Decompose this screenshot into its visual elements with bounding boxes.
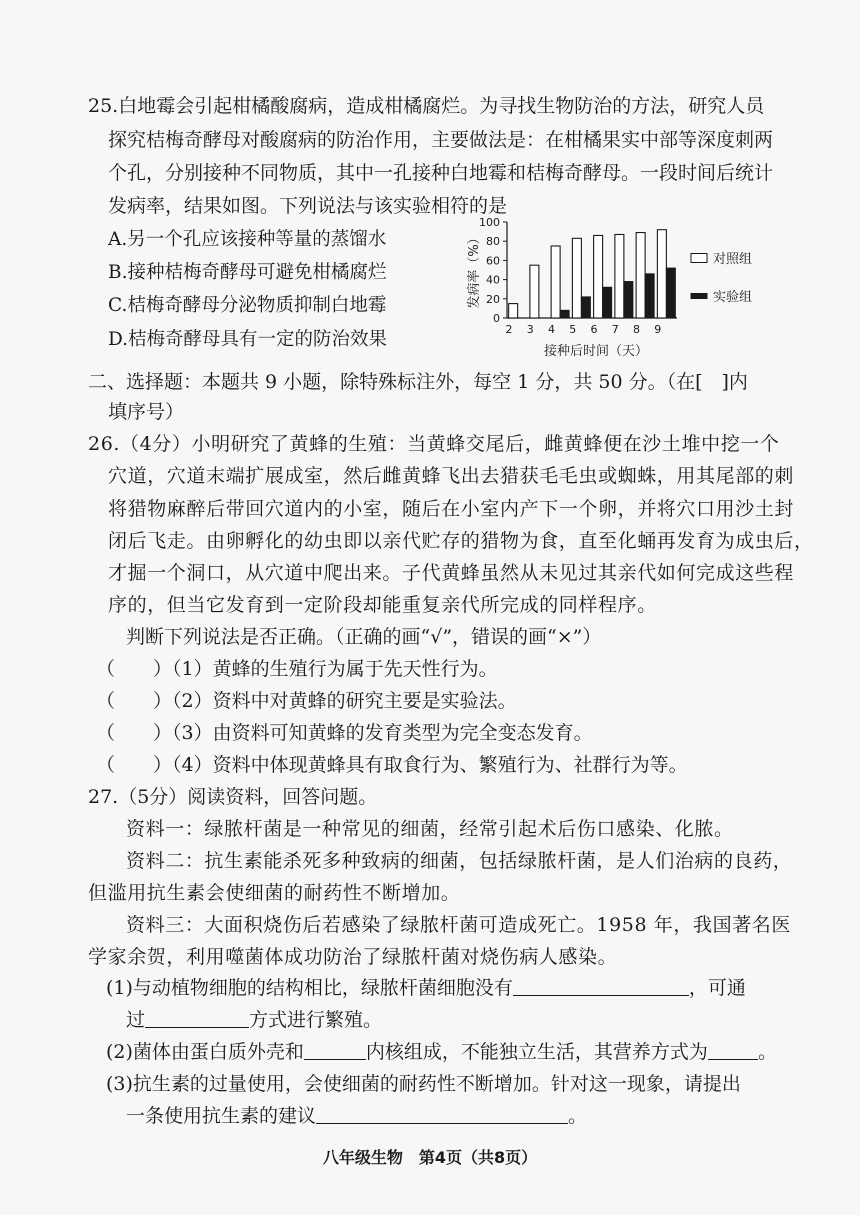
- bar-control-day-3: [530, 265, 539, 318]
- answer-blank-5[interactable]: [316, 1122, 568, 1124]
- q27-material-3-cont: 学家余贺，利用噬菌体成功防治了绿脓杆菌对烧伤病人感染。: [88, 946, 618, 968]
- answer-blank-1[interactable]: [513, 994, 689, 996]
- q25-option-c: C.桔梅奇酵母分泌物质抑制白地霉: [108, 295, 387, 316]
- q25-option-b: B.接种桔梅奇酵母可避免柑橘腐烂: [108, 262, 387, 283]
- bar-experiment-day-6: [603, 287, 612, 318]
- y-tick-label: 80: [486, 235, 500, 249]
- bar-control-day-2: [509, 304, 518, 318]
- q27-subq-2-text-c: 。: [757, 1041, 777, 1063]
- chart-bars: [509, 230, 676, 318]
- bar-experiment-day-8: [645, 274, 654, 318]
- legend-swatch-control: [691, 254, 707, 263]
- y-tick-label: 20: [486, 292, 500, 306]
- q26-line-3: 将猎物麻醉后带回穴道内的小室，随后在小室内产下一个卵，并将穴口用沙土封: [108, 498, 795, 520]
- q27-subq-2-text-a: (2)菌体由蛋白质外壳和: [106, 1041, 304, 1063]
- chart-x-axis-label: 接种后时间（天）: [543, 344, 649, 359]
- q25-line-2: 探究桔梅奇酵母对酸腐病的防治作用，主要做法是：在柑橘果实中部等深度刺两: [108, 129, 774, 151]
- q27-material-3: 资料三：大面积烧伤后若感染了绿脓杆菌可造成死亡。1958 年，我国著名医: [126, 914, 791, 936]
- q27-subq-1-text-b: ，可通: [688, 977, 746, 999]
- x-tick-label: 5: [569, 323, 577, 336]
- q27-subq-1: [106, 979, 746, 998]
- q26-instruction: 判断下列说法是否正确。（正确的画“√”，错误的画“×”）: [126, 626, 602, 648]
- q27-material-2: 资料二：抗生素能杀死多种致病的细菌，包括绿脓杆菌，是人们治病的良药，: [126, 850, 793, 872]
- q25-option-d: D.桔梅奇酵母具有一定的防治效果: [108, 329, 388, 350]
- q27-subq-3-text-a: 一条使用抗生素的建议: [126, 1105, 317, 1127]
- section-2-heading-cont: 填序号）: [108, 401, 185, 423]
- q27-subq-2: [106, 1043, 777, 1062]
- legend-swatch-experiment: [691, 294, 707, 299]
- incidence-bar-chart: [445, 212, 775, 372]
- q26-item-4: （ ）（4）资料中体现黄蜂具有取食行为、繁殖行为、社群行为等。: [96, 754, 688, 776]
- bar-control-day-7: [615, 234, 624, 318]
- page-footer: 八年级生物 第4页（共8页）: [322, 1148, 538, 1167]
- q26-item-3: （ ）（3）由资料可知黄蜂的发育类型为完全变态发育。: [96, 722, 593, 744]
- q27-subq-3: (3)抗生素的过量使用，会使细菌的耐药性不断增加。针对这一现象，请提出: [106, 1073, 741, 1095]
- q26-line-6: 序的，但当它发育到一定阶段却能重复亲代所完成的同样程序。: [108, 594, 657, 616]
- bar-control-day-8: [636, 233, 645, 318]
- q25-line-3: 个孔，分别接种不同物质，其中一孔接种白地霉和桔梅奇酵母。一段时间后统计: [108, 162, 774, 184]
- q27-subq-3-cont: [126, 1107, 587, 1126]
- answer-blank-4[interactable]: [708, 1058, 758, 1060]
- answer-blank-2[interactable]: [145, 1026, 249, 1028]
- y-tick-label: 60: [486, 254, 500, 268]
- answer-blank-3[interactable]: [304, 1058, 366, 1060]
- x-tick-label: 4: [548, 323, 555, 336]
- q26-line-1: 26.（4分）小明研究了黄蜂的生殖：当黄蜂交尾后，雌黄蜂便在沙土堆中挖一个: [88, 433, 780, 455]
- q27-subq-3-text-b: 。: [568, 1105, 588, 1127]
- q27-subq-1-text-a: (1)与动植物细胞的结构相比，绿脓杆菌细胞没有: [106, 977, 513, 999]
- x-tick-label: 7: [611, 323, 619, 336]
- q26-item-1: （ ）（1）黄蜂的生殖行为属于先天性行为。: [96, 658, 498, 680]
- legend-label-experiment: 实验组: [713, 290, 753, 305]
- bar-experiment-day-7: [624, 282, 633, 318]
- x-tick-label: 6: [590, 323, 598, 336]
- q27-title: 27.（5分）阅读资料，回答问题。: [88, 786, 378, 808]
- section-2-heading: 二、选择题：本题共 9 小题，除特殊标注外，每空 1 分，共 50 分。（在[ ]内: [88, 371, 748, 393]
- q26-line-5: 才掘一个洞口，从穴道中爬出来。子代黄蜂虽然从未见过其亲代如何完成这些程: [108, 562, 795, 584]
- bar-control-day-4: [551, 246, 560, 318]
- q27-subq-2-text-b: 内核组成，不能独立生活，其营养方式为: [365, 1041, 708, 1063]
- y-tick-label: 40: [486, 273, 500, 287]
- q27-subq-1-cont: [126, 1011, 382, 1030]
- q27-subq-1-text-c: 过: [126, 1009, 146, 1031]
- q26-line-4: 闭后飞走。由卵孵化的幼虫即以亲代贮存的猎物为食，直至化蛹再发育为成虫后，: [108, 530, 814, 552]
- bar-control-day-9: [657, 230, 666, 318]
- bar-experiment-day-4: [560, 310, 569, 318]
- q27-material-1: 资料一：绿脓杆菌是一种常见的细菌，经常引起术后伤口感染、化脓。: [126, 818, 734, 840]
- y-tick-label: 100: [479, 216, 500, 229]
- q25-line-4: 发病率，结果如图。下列说法与该实验相符的是: [108, 195, 508, 217]
- chart-legend: [691, 251, 752, 305]
- x-tick-label: 3: [526, 323, 534, 336]
- bar-control-day-5: [572, 238, 581, 318]
- bar-experiment-day-9: [666, 268, 675, 318]
- q27-subq-1-text-d: 方式进行繁殖。: [249, 1009, 383, 1031]
- q27-material-2-cont: 但滥用抗生素会使细菌的耐药性不断增加。: [88, 882, 461, 904]
- q25-line-1: 25.白地霉会引起柑橘酸腐病，造成柑橘腐烂。为寻找生物防治的方法，研究人员: [88, 95, 765, 117]
- q26-item-2: （ ）（2）资料中对黄蜂的研究主要是实验法。: [96, 690, 517, 712]
- q25-option-a: A.另一个孔应该接种等量的蒸馏水: [108, 229, 387, 250]
- chart-y-axis-label: 发病率（%）: [467, 231, 482, 309]
- x-tick-label: 9: [654, 323, 662, 336]
- bar-control-day-6: [594, 235, 603, 318]
- bar-experiment-day-5: [581, 297, 590, 318]
- x-tick-label: 8: [633, 323, 640, 336]
- legend-label-control: 对照组: [713, 252, 753, 267]
- q26-line-2: 穴道，穴道末端扩展成室，然后雌黄蜂飞出去猎获毛毛虫或蜘蛛，用其尾部的刺: [108, 465, 795, 487]
- y-tick-label: 0: [493, 312, 500, 325]
- x-tick-label: 2: [505, 323, 513, 336]
